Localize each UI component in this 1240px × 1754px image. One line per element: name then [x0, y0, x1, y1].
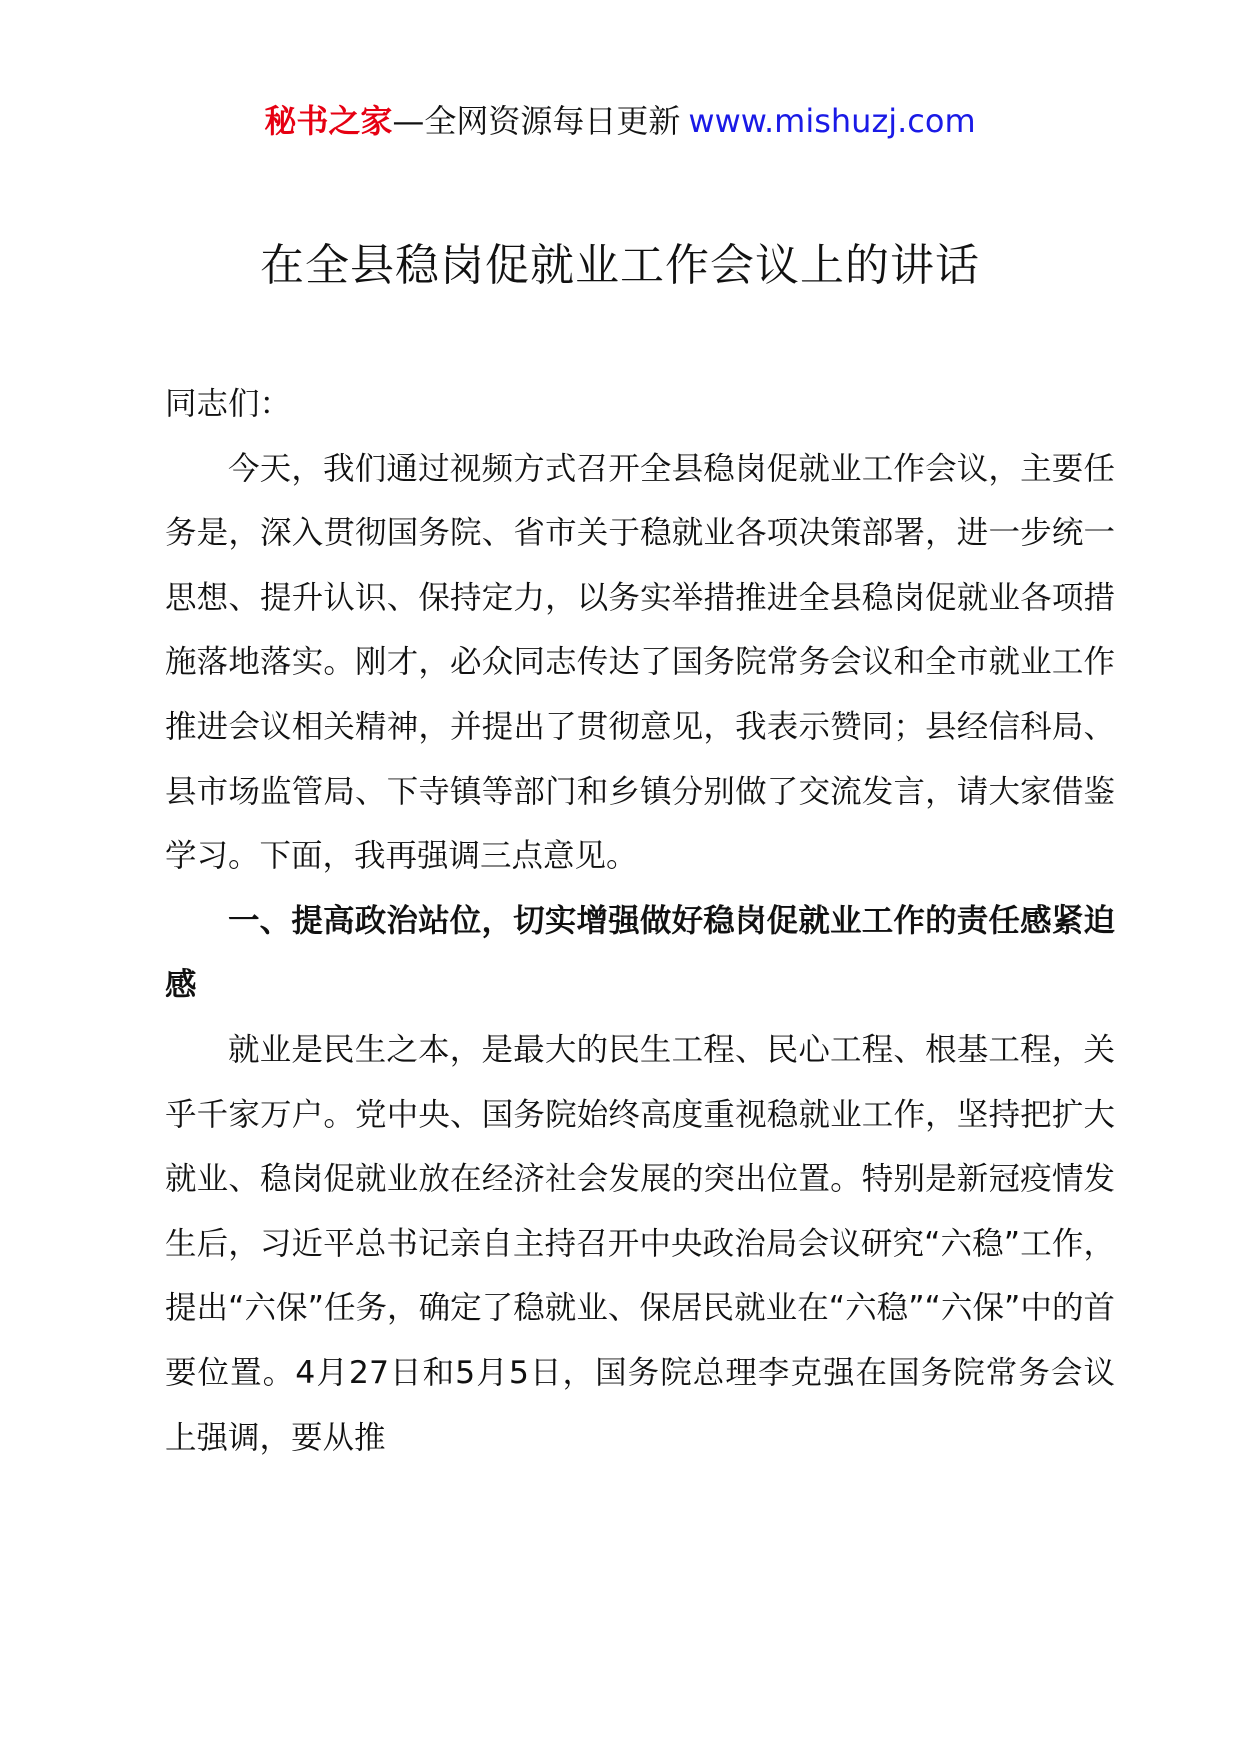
section-heading: 一、提高政治站位，切实增强做好稳岗促就业工作的责任感紧迫感 — [165, 902, 1115, 1004]
brand-name: 秘书之家 — [264, 102, 393, 140]
site-header — [0, 98, 1240, 144]
paragraph: 就业是民生之本，是最大的民生工程、民心工程、根基工程，关乎千家万户。党中央、国务院始终高度重视稳就业工作，坚持把扩大就业、稳岗促就业放在经济社会发展的突出位置。特别是新冠疫情发生后，习近平总书记亲自主持召开中央政治局会议研究“六稳”工作，提出“六保”任务，确定了稳就业、保居民就业在“六稳”“六保”中的首要位置。4月27日和5月5日，国务院总理李克强在国务院常务会议上强调，要从推 — [165, 1031, 1115, 1456]
paragraph: 今天，我们通过视频方式召开全县稳岗促就业工作会议，主要任务是，深入贯彻国务院、省市关于稳就业各项决策部署，进一步统一思想、提升认识、保持定力，以务实举措推进全县稳岗促就业各项措施落地落实。刚才，必众同志传达了国务院常务会议和全市就业工作推进会议相关精神，并提出了贯彻意见，我表示赞同；县经信科局、县市场监管局、下寺镇等部门和乡镇分别做了交流发言，请大家借鉴学习。下面，我再强调三点意见。 — [165, 450, 1115, 875]
document-title: 在全县稳岗促就业工作会议上的讲话 — [260, 240, 980, 291]
header-tagline: —全网资源每日更新 — [392, 102, 681, 140]
document-body — [165, 372, 1115, 1470]
site-url-link[interactable]: www.mishuzj.com — [688, 102, 976, 140]
salutation: 同志们： — [165, 386, 292, 422]
